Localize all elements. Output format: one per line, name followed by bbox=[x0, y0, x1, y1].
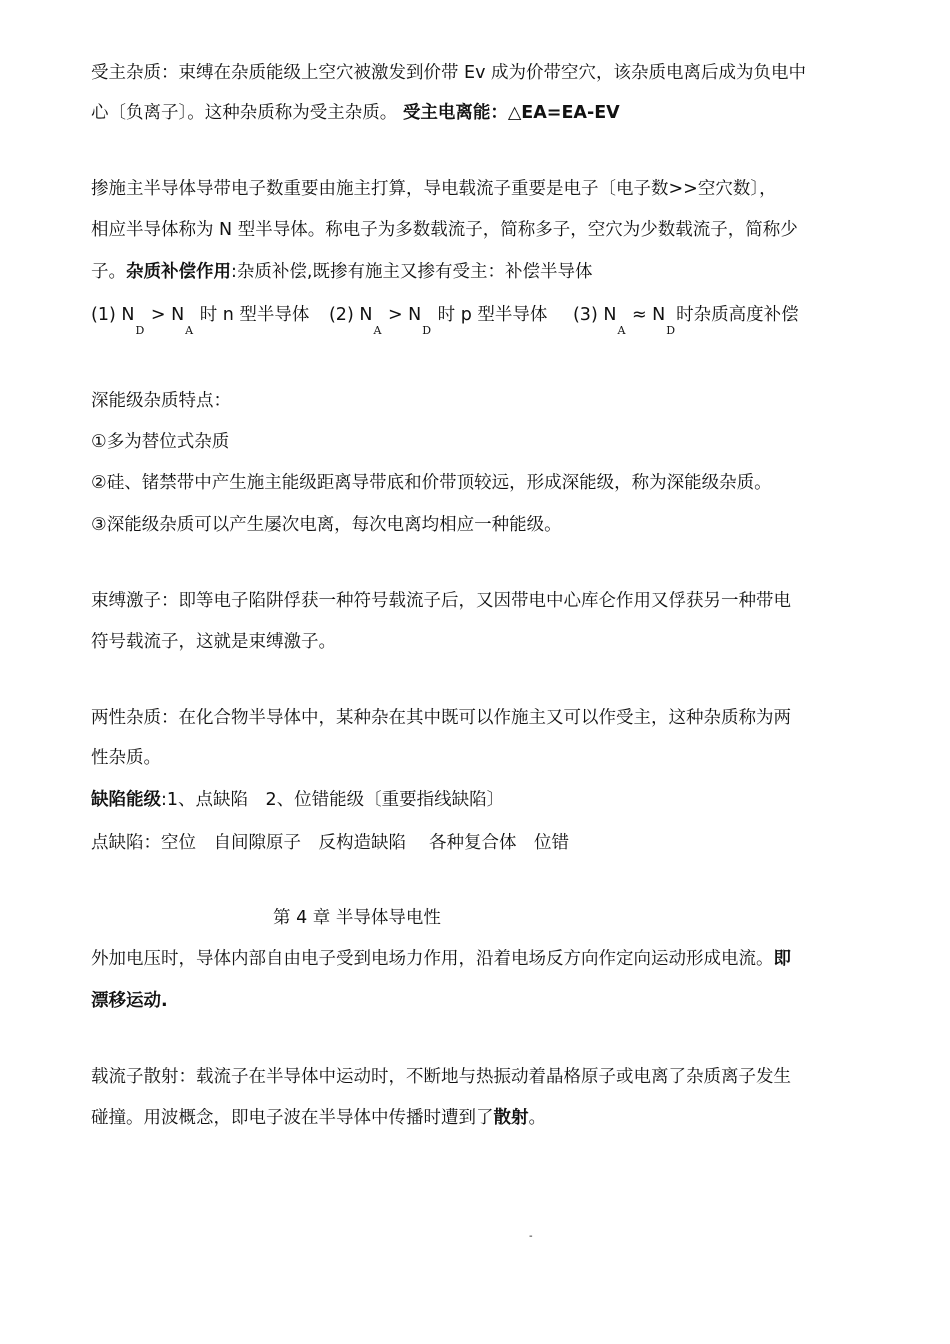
acceptor-line-2-text: 心〔负离子〕。这种杂质称为受主杂质。 bbox=[91, 103, 398, 123]
point-defect-line: 点缺陷：空位 自间隙原子 反构造缺陷 各种复合体 位错 bbox=[91, 833, 570, 853]
impurity-compensation-heading: 杂质补偿作用 bbox=[126, 262, 231, 282]
donor-doping-line-3-rest: :杂质补偿,既掺有施主又掺有受主：补偿半导体 bbox=[231, 262, 593, 282]
page-footer-mark: - bbox=[529, 1231, 533, 1242]
deep-level-item-3: ③深能级杂质可以产生屡次电离，每次电离均相应一种能级。 bbox=[91, 515, 562, 535]
scattering-line-2 bbox=[91, 1106, 546, 1130]
drift-line-2: 漂移运动. bbox=[91, 991, 168, 1011]
chapter-title: 第 4 章 半导体导电性 bbox=[273, 908, 441, 928]
scattering-line-1: 载流子散射：载流子在半导体中运动时，不断地与热振动着晶格原子或电离了杂质离子发生 bbox=[91, 1067, 791, 1087]
case-1-tail: 时 n 型半导体 bbox=[194, 305, 310, 325]
donor-doping-line-3-start: 子。 bbox=[91, 262, 126, 282]
deep-level-item-2: ②硅、锗禁带中产生施主能级距离导带底和价带顶较远，形成深能级，称为深能级杂质。 bbox=[91, 473, 772, 493]
compensation-case-1 bbox=[91, 303, 310, 337]
case-3-sub-1: A bbox=[617, 324, 626, 337]
case-3-sub-2: D bbox=[666, 324, 676, 337]
scattering-term: 散射 bbox=[493, 1108, 529, 1128]
case-3-mid: ≈ N bbox=[626, 305, 666, 325]
drift-line-1-text: 外加电压时，导体内部自由电子受到电场力作用，沿着电场反方向作定向运动形成电流。 bbox=[91, 949, 774, 969]
case-1-sub-2: A bbox=[185, 324, 194, 337]
donor-doping-line-2: 相应半导体称为 N 型半导体。称电子为多数载流子，简称多子，空穴为少数载流子，简称少 bbox=[91, 220, 798, 240]
exciton-line-2: 符号载流子，这就是束缚激子。 bbox=[91, 632, 336, 652]
case-2-mid: > N bbox=[382, 305, 422, 325]
scattering-line-2-text: 碰撞。用波概念，即电子波在半导体中传播时遭到了 bbox=[91, 1108, 494, 1128]
deep-level-item-1: ①多为替位式杂质 bbox=[91, 432, 230, 452]
case-1-sub-1: D bbox=[135, 324, 145, 337]
case-1-prefix: (1) N bbox=[91, 305, 135, 325]
compensation-case-3 bbox=[572, 303, 799, 337]
case-1-mid: > N bbox=[145, 305, 185, 325]
amphoteric-line-2: 性杂质。 bbox=[91, 748, 161, 768]
donor-doping-line-3 bbox=[91, 260, 592, 284]
case-3-tail: 时杂质高度补偿 bbox=[676, 305, 799, 325]
compensation-cases bbox=[91, 303, 799, 337]
drift-line-1-bold: 即 bbox=[773, 949, 791, 969]
case-2-prefix: (2) N bbox=[328, 305, 373, 325]
case-2-tail: 时 p 型半导体 bbox=[432, 305, 548, 325]
case-2-sub-2: D bbox=[422, 324, 432, 337]
case-3-prefix: (3) N bbox=[572, 305, 617, 325]
case-2-sub-1: A bbox=[373, 324, 382, 337]
exciton-line-1: 束缚激子：即等电子陷阱俘获一种符号载流子后，又因带电中心库仑作用又俘获另一种带电 bbox=[91, 591, 791, 611]
defect-level-text: :1、点缺陷 2、位错能级〔重要指线缺陷〕 bbox=[161, 790, 505, 810]
deep-level-title: 深能级杂质特点： bbox=[91, 391, 231, 411]
acceptor-line-1: 受主杂质：束缚在杂质能级上空穴被激发到价带 Ev 成为价带空穴，该杂质电离后成为负电中 bbox=[91, 63, 807, 83]
drift-line-1 bbox=[91, 947, 791, 971]
donor-doping-line-1: 掺施主半导体导带电子数重要由施主打算，导电载流子重要是电子〔电子数>>空穴数〕， bbox=[91, 179, 777, 199]
scattering-line-2-end: 。 bbox=[528, 1108, 546, 1128]
defect-level-line bbox=[91, 788, 504, 812]
amphoteric-line-1: 两性杂质：在化合物半导体中，某种杂在其中既可以作施主又可以作受主，这种杂质称为两 bbox=[91, 708, 791, 728]
compensation-case-2 bbox=[328, 303, 548, 337]
acceptor-ionization-energy: 受主电离能：△EA=EA-EV bbox=[402, 103, 620, 123]
defect-level-heading: 缺陷能级 bbox=[91, 790, 161, 810]
acceptor-line-2 bbox=[91, 101, 620, 125]
